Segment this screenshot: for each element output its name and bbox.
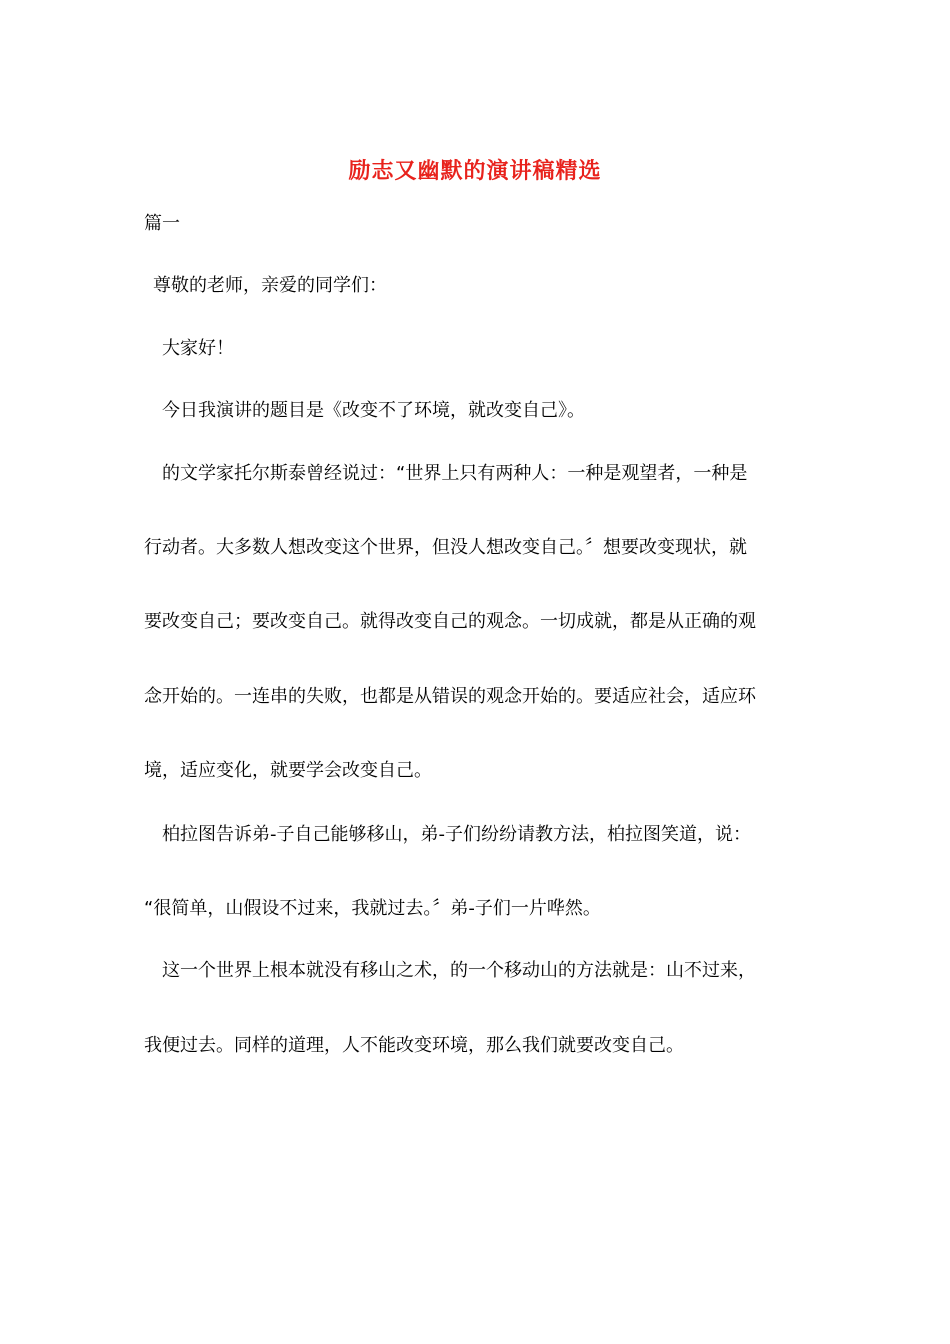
- paragraph-2-line-4: 念开始的。一连串的失败，也都是从错误的观念开始的。要适应社会，适应环: [144, 686, 756, 707]
- section-label: 篇一: [144, 213, 180, 234]
- paragraph-3-line-2: “很简单，山假设不过来，我就过去。〞弟-子们一片哗然。: [144, 898, 601, 919]
- paragraph-4-line-1: 这一个世界上根本就没有移山之术，的一个移动山的方法就是：山不过来，: [162, 960, 756, 981]
- document-title: 励志又幽默的演讲稿精选: [348, 158, 602, 184]
- salutation-line: 大家好！: [162, 338, 234, 359]
- paragraph-4-line-2: 我便过去。同样的道理，人不能改变环境，那么我们就要改变自己。: [144, 1035, 684, 1056]
- paragraph-2-line-2: 行动者。大多数人想改变这个世界，但没人想改变自己。〞想要改变现状，就: [144, 537, 747, 558]
- paragraph-1-line-1: 今日我演讲的题目是《改变不了环境，就改变自己》。: [162, 400, 585, 421]
- paragraph-2-line-5: 境，适应变化，就要学会改变自己。: [144, 760, 432, 781]
- paragraph-2-line-3: 要改变自己；要改变自己。就得改变自己的观念。一切成就，都是从正确的观: [144, 611, 756, 632]
- greeting-line: 尊敬的老师，亲爱的同学们：: [153, 275, 387, 296]
- paragraph-3-line-1: 柏拉图告诉弟-子自己能够移山，弟-子们纷纷请教方法，柏拉图笑道，说：: [162, 824, 751, 845]
- paragraph-2-line-1: 的文学家托尔斯泰曾经说过：“世界上只有两种人：一种是观望者，一种是: [162, 463, 748, 484]
